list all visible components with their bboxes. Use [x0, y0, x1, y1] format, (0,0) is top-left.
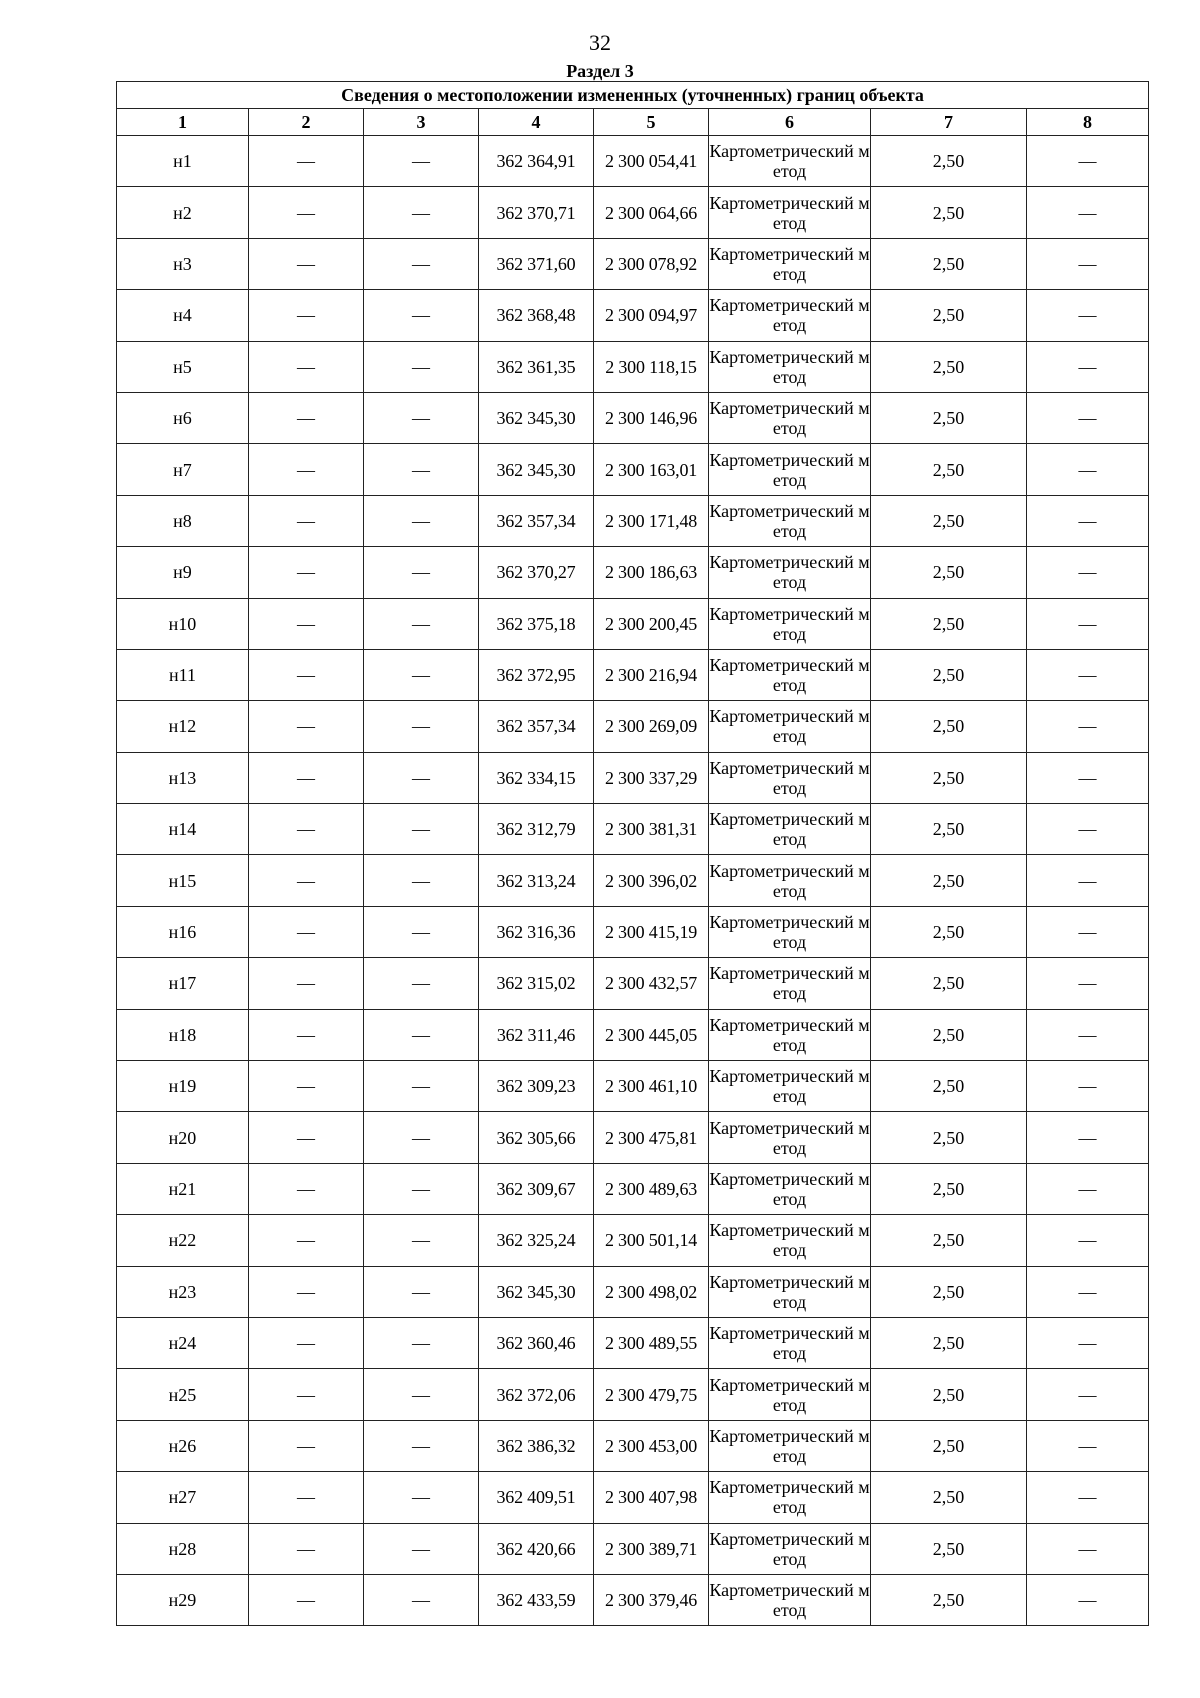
x-coordinate-cell: 362 316,36 [479, 906, 594, 957]
x-coordinate-cell: 362 313,24 [479, 855, 594, 906]
x-coordinate-cell: 362 315,02 [479, 958, 594, 1009]
column-number: 3 [364, 109, 479, 136]
point-name-cell: н25 [117, 1369, 249, 1420]
accuracy-cell: 2,50 [871, 187, 1027, 238]
column-2-cell: — [249, 701, 364, 752]
point-name-cell: н5 [117, 341, 249, 392]
accuracy-cell: 2,50 [871, 1420, 1027, 1471]
table-row [117, 958, 1149, 1009]
table-row [117, 136, 1149, 187]
method-cell: Картометрический метод [709, 1317, 871, 1368]
column-8-cell: — [1027, 290, 1149, 341]
column-8-cell: — [1027, 1472, 1149, 1523]
point-name-cell: н21 [117, 1163, 249, 1214]
column-8-cell: — [1027, 701, 1149, 752]
x-coordinate-cell: 362 357,34 [479, 701, 594, 752]
column-8-cell: — [1027, 1317, 1149, 1368]
y-coordinate-cell: 2 300 118,15 [594, 341, 709, 392]
x-coordinate-cell: 362 325,24 [479, 1215, 594, 1266]
method-cell: Картометрический метод [709, 1472, 871, 1523]
column-3-cell: — [364, 187, 479, 238]
point-name-cell: н9 [117, 547, 249, 598]
table-row [117, 1523, 1149, 1574]
column-3-cell: — [364, 341, 479, 392]
accuracy-cell: 2,50 [871, 649, 1027, 700]
table-row [117, 1215, 1149, 1266]
method-cell: Картометрический метод [709, 1266, 871, 1317]
x-coordinate-cell: 362 311,46 [479, 1009, 594, 1060]
method-cell: Картометрический метод [709, 1574, 871, 1625]
method-cell: Картометрический метод [709, 444, 871, 495]
column-number: 4 [479, 109, 594, 136]
table-row [117, 1009, 1149, 1060]
x-coordinate-cell: 362 334,15 [479, 752, 594, 803]
y-coordinate-cell: 2 300 415,19 [594, 906, 709, 957]
accuracy-cell: 2,50 [871, 290, 1027, 341]
table-row [117, 341, 1149, 392]
column-2-cell: — [249, 1266, 364, 1317]
y-coordinate-cell: 2 300 475,81 [594, 1112, 709, 1163]
table-row [117, 906, 1149, 957]
column-8-cell: — [1027, 392, 1149, 443]
point-name-cell: н20 [117, 1112, 249, 1163]
accuracy-cell: 2,50 [871, 1163, 1027, 1214]
point-name-cell: н12 [117, 701, 249, 752]
y-coordinate-cell: 2 300 407,98 [594, 1472, 709, 1523]
table-row [117, 701, 1149, 752]
column-8-cell: — [1027, 1369, 1149, 1420]
column-2-cell: — [249, 392, 364, 443]
y-coordinate-cell: 2 300 489,55 [594, 1317, 709, 1368]
method-cell: Картометрический метод [709, 341, 871, 392]
method-cell: Картометрический метод [709, 290, 871, 341]
accuracy-cell: 2,50 [871, 1523, 1027, 1574]
y-coordinate-cell: 2 300 146,96 [594, 392, 709, 443]
y-coordinate-cell: 2 300 396,02 [594, 855, 709, 906]
column-3-cell: — [364, 392, 479, 443]
column-3-cell: — [364, 1317, 479, 1368]
table-row [117, 187, 1149, 238]
method-cell: Картометрический метод [709, 238, 871, 289]
column-8-cell: — [1027, 598, 1149, 649]
x-coordinate-cell: 362 312,79 [479, 804, 594, 855]
point-name-cell: н19 [117, 1061, 249, 1112]
column-8-cell: — [1027, 855, 1149, 906]
y-coordinate-cell: 2 300 094,97 [594, 290, 709, 341]
column-number: 6 [709, 109, 871, 136]
method-cell: Картометрический метод [709, 804, 871, 855]
column-number: 1 [117, 109, 249, 136]
accuracy-cell: 2,50 [871, 1472, 1027, 1523]
column-2-cell: — [249, 495, 364, 546]
table-row [117, 1266, 1149, 1317]
column-3-cell: — [364, 958, 479, 1009]
x-coordinate-cell: 362 370,27 [479, 547, 594, 598]
method-cell: Картометрический метод [709, 958, 871, 1009]
accuracy-cell: 2,50 [871, 547, 1027, 598]
table-row [117, 855, 1149, 906]
column-2-cell: — [249, 136, 364, 187]
table-row [117, 547, 1149, 598]
table-row [117, 1317, 1149, 1368]
column-3-cell: — [364, 547, 479, 598]
point-name-cell: н24 [117, 1317, 249, 1368]
x-coordinate-cell: 362 368,48 [479, 290, 594, 341]
column-8-cell: — [1027, 444, 1149, 495]
x-coordinate-cell: 362 433,59 [479, 1574, 594, 1625]
method-cell: Картометрический метод [709, 1163, 871, 1214]
x-coordinate-cell: 362 364,91 [479, 136, 594, 187]
column-8-cell: — [1027, 804, 1149, 855]
point-name-cell: н22 [117, 1215, 249, 1266]
point-name-cell: н8 [117, 495, 249, 546]
accuracy-cell: 2,50 [871, 1009, 1027, 1060]
method-cell: Картометрический метод [709, 649, 871, 700]
column-2-cell: — [249, 855, 364, 906]
column-3-cell: — [364, 1266, 479, 1317]
table-row [117, 238, 1149, 289]
point-name-cell: н2 [117, 187, 249, 238]
column-8-cell: — [1027, 1266, 1149, 1317]
point-name-cell: н28 [117, 1523, 249, 1574]
x-coordinate-cell: 362 375,18 [479, 598, 594, 649]
method-cell: Картометрический метод [709, 701, 871, 752]
column-3-cell: — [364, 906, 479, 957]
column-2-cell: — [249, 187, 364, 238]
table-row [117, 1574, 1149, 1625]
accuracy-cell: 2,50 [871, 855, 1027, 906]
method-cell: Картометрический метод [709, 136, 871, 187]
accuracy-cell: 2,50 [871, 392, 1027, 443]
boundary-coordinates-table [116, 81, 1149, 1626]
accuracy-cell: 2,50 [871, 1369, 1027, 1420]
column-2-cell: — [249, 906, 364, 957]
column-3-cell: — [364, 804, 479, 855]
x-coordinate-cell: 362 420,66 [479, 1523, 594, 1574]
column-2-cell: — [249, 1163, 364, 1214]
y-coordinate-cell: 2 300 501,14 [594, 1215, 709, 1266]
y-coordinate-cell: 2 300 479,75 [594, 1369, 709, 1420]
column-2-cell: — [249, 1523, 364, 1574]
accuracy-cell: 2,50 [871, 495, 1027, 546]
column-8-cell: — [1027, 136, 1149, 187]
column-2-cell: — [249, 649, 364, 700]
method-cell: Картометрический метод [709, 1420, 871, 1471]
table-row [117, 804, 1149, 855]
accuracy-cell: 2,50 [871, 238, 1027, 289]
column-8-cell: — [1027, 752, 1149, 803]
y-coordinate-cell: 2 300 461,10 [594, 1061, 709, 1112]
column-3-cell: — [364, 752, 479, 803]
y-coordinate-cell: 2 300 200,45 [594, 598, 709, 649]
point-name-cell: н18 [117, 1009, 249, 1060]
accuracy-cell: 2,50 [871, 598, 1027, 649]
y-coordinate-cell: 2 300 453,00 [594, 1420, 709, 1471]
table-row [117, 1369, 1149, 1420]
column-2-cell: — [249, 1215, 364, 1266]
column-8-cell: — [1027, 547, 1149, 598]
method-cell: Картометрический метод [709, 598, 871, 649]
column-8-cell: — [1027, 1420, 1149, 1471]
x-coordinate-cell: 362 370,71 [479, 187, 594, 238]
point-name-cell: н15 [117, 855, 249, 906]
column-8-cell: — [1027, 1112, 1149, 1163]
method-cell: Картометрический метод [709, 547, 871, 598]
x-coordinate-cell: 362 360,46 [479, 1317, 594, 1368]
column-8-cell: — [1027, 1009, 1149, 1060]
column-3-cell: — [364, 598, 479, 649]
column-2-cell: — [249, 341, 364, 392]
accuracy-cell: 2,50 [871, 906, 1027, 957]
point-name-cell: н29 [117, 1574, 249, 1625]
column-8-cell: — [1027, 238, 1149, 289]
column-2-cell: — [249, 752, 364, 803]
column-8-cell: — [1027, 906, 1149, 957]
table-row [117, 290, 1149, 341]
y-coordinate-cell: 2 300 216,94 [594, 649, 709, 700]
x-coordinate-cell: 362 309,67 [479, 1163, 594, 1214]
point-name-cell: н16 [117, 906, 249, 957]
point-name-cell: н23 [117, 1266, 249, 1317]
column-2-cell: — [249, 1420, 364, 1471]
method-cell: Картометрический метод [709, 495, 871, 546]
accuracy-cell: 2,50 [871, 1317, 1027, 1368]
table-row [117, 752, 1149, 803]
column-8-cell: — [1027, 187, 1149, 238]
column-8-cell: — [1027, 1574, 1149, 1625]
accuracy-cell: 2,50 [871, 1266, 1027, 1317]
y-coordinate-cell: 2 300 186,63 [594, 547, 709, 598]
page-number: 32 [589, 30, 611, 55]
table-row [117, 444, 1149, 495]
column-8-cell: — [1027, 1215, 1149, 1266]
method-cell: Картометрический метод [709, 1112, 871, 1163]
accuracy-cell: 2,50 [871, 1215, 1027, 1266]
method-cell: Картометрический метод [709, 187, 871, 238]
accuracy-cell: 2,50 [871, 136, 1027, 187]
section-title: Раздел 3 [566, 61, 634, 81]
column-3-cell: — [364, 649, 479, 700]
column-8-cell: — [1027, 649, 1149, 700]
table-row [117, 495, 1149, 546]
y-coordinate-cell: 2 300 389,71 [594, 1523, 709, 1574]
point-name-cell: н10 [117, 598, 249, 649]
x-coordinate-cell: 362 345,30 [479, 1266, 594, 1317]
table-row [117, 1420, 1149, 1471]
column-2-cell: — [249, 1317, 364, 1368]
accuracy-cell: 2,50 [871, 341, 1027, 392]
y-coordinate-cell: 2 300 064,66 [594, 187, 709, 238]
x-coordinate-cell: 362 345,30 [479, 392, 594, 443]
column-8-cell: — [1027, 1163, 1149, 1214]
column-2-cell: — [249, 1369, 364, 1420]
column-3-cell: — [364, 444, 479, 495]
point-name-cell: н26 [117, 1420, 249, 1471]
y-coordinate-cell: 2 300 489,63 [594, 1163, 709, 1214]
x-coordinate-cell: 362 371,60 [479, 238, 594, 289]
table-row [117, 1112, 1149, 1163]
column-2-cell: — [249, 290, 364, 341]
column-numbers-row [117, 109, 1149, 136]
point-name-cell: н14 [117, 804, 249, 855]
column-2-cell: — [249, 804, 364, 855]
x-coordinate-cell: 362 361,35 [479, 341, 594, 392]
y-coordinate-cell: 2 300 078,92 [594, 238, 709, 289]
x-coordinate-cell: 362 372,06 [479, 1369, 594, 1420]
point-name-cell: н11 [117, 649, 249, 700]
table-row [117, 598, 1149, 649]
column-2-cell: — [249, 958, 364, 1009]
column-3-cell: — [364, 1163, 479, 1214]
column-number: 2 [249, 109, 364, 136]
column-2-cell: — [249, 444, 364, 495]
x-coordinate-cell: 362 309,23 [479, 1061, 594, 1112]
method-cell: Картометрический метод [709, 752, 871, 803]
point-name-cell: н4 [117, 290, 249, 341]
point-name-cell: н6 [117, 392, 249, 443]
x-coordinate-cell: 362 386,32 [479, 1420, 594, 1471]
point-name-cell: н27 [117, 1472, 249, 1523]
column-2-cell: — [249, 238, 364, 289]
x-coordinate-cell: 362 357,34 [479, 495, 594, 546]
column-2-cell: — [249, 1061, 364, 1112]
point-name-cell: н13 [117, 752, 249, 803]
table-row [117, 1163, 1149, 1214]
method-cell: Картометрический метод [709, 1215, 871, 1266]
column-2-cell: — [249, 598, 364, 649]
column-8-cell: — [1027, 341, 1149, 392]
method-cell: Картометрический метод [709, 1369, 871, 1420]
y-coordinate-cell: 2 300 171,48 [594, 495, 709, 546]
column-2-cell: — [249, 1009, 364, 1060]
x-coordinate-cell: 362 345,30 [479, 444, 594, 495]
x-coordinate-cell: 362 305,66 [479, 1112, 594, 1163]
point-name-cell: н17 [117, 958, 249, 1009]
column-2-cell: — [249, 1472, 364, 1523]
table-row [117, 1061, 1149, 1112]
column-2-cell: — [249, 1112, 364, 1163]
accuracy-cell: 2,50 [871, 804, 1027, 855]
column-number: 7 [871, 109, 1027, 136]
accuracy-cell: 2,50 [871, 701, 1027, 752]
column-2-cell: — [249, 1574, 364, 1625]
column-3-cell: — [364, 1061, 479, 1112]
table-body [117, 136, 1149, 1626]
table-caption: Сведения о местоположении измененных (уточненных) границ объекта [117, 82, 1149, 109]
accuracy-cell: 2,50 [871, 444, 1027, 495]
column-3-cell: — [364, 701, 479, 752]
column-3-cell: — [364, 1009, 479, 1060]
column-3-cell: — [364, 290, 479, 341]
column-3-cell: — [364, 1523, 479, 1574]
method-cell: Картометрический метод [709, 392, 871, 443]
column-3-cell: — [364, 1420, 479, 1471]
column-3-cell: — [364, 1472, 479, 1523]
y-coordinate-cell: 2 300 337,29 [594, 752, 709, 803]
point-name-cell: н7 [117, 444, 249, 495]
column-8-cell: — [1027, 1061, 1149, 1112]
table-row [117, 649, 1149, 700]
column-number: 5 [594, 109, 709, 136]
column-3-cell: — [364, 1112, 479, 1163]
column-3-cell: — [364, 1574, 479, 1625]
column-3-cell: — [364, 855, 479, 906]
accuracy-cell: 2,50 [871, 958, 1027, 1009]
column-number: 8 [1027, 109, 1149, 136]
column-3-cell: — [364, 1369, 479, 1420]
point-name-cell: н3 [117, 238, 249, 289]
y-coordinate-cell: 2 300 163,01 [594, 444, 709, 495]
table-row [117, 1472, 1149, 1523]
y-coordinate-cell: 2 300 379,46 [594, 1574, 709, 1625]
method-cell: Картометрический метод [709, 1523, 871, 1574]
method-cell: Картометрический метод [709, 1061, 871, 1112]
table-row [117, 392, 1149, 443]
method-cell: Картометрический метод [709, 1009, 871, 1060]
y-coordinate-cell: 2 300 054,41 [594, 136, 709, 187]
column-8-cell: — [1027, 958, 1149, 1009]
y-coordinate-cell: 2 300 432,57 [594, 958, 709, 1009]
accuracy-cell: 2,50 [871, 1061, 1027, 1112]
point-name-cell: н1 [117, 136, 249, 187]
column-3-cell: — [364, 136, 479, 187]
accuracy-cell: 2,50 [871, 1574, 1027, 1625]
accuracy-cell: 2,50 [871, 1112, 1027, 1163]
method-cell: Картометрический метод [709, 906, 871, 957]
x-coordinate-cell: 362 409,51 [479, 1472, 594, 1523]
column-8-cell: — [1027, 1523, 1149, 1574]
column-3-cell: — [364, 238, 479, 289]
method-cell: Картометрический метод [709, 855, 871, 906]
accuracy-cell: 2,50 [871, 752, 1027, 803]
y-coordinate-cell: 2 300 381,31 [594, 804, 709, 855]
column-2-cell: — [249, 547, 364, 598]
y-coordinate-cell: 2 300 498,02 [594, 1266, 709, 1317]
x-coordinate-cell: 362 372,95 [479, 649, 594, 700]
y-coordinate-cell: 2 300 445,05 [594, 1009, 709, 1060]
column-3-cell: — [364, 1215, 479, 1266]
column-3-cell: — [364, 495, 479, 546]
y-coordinate-cell: 2 300 269,09 [594, 701, 709, 752]
column-8-cell: — [1027, 495, 1149, 546]
